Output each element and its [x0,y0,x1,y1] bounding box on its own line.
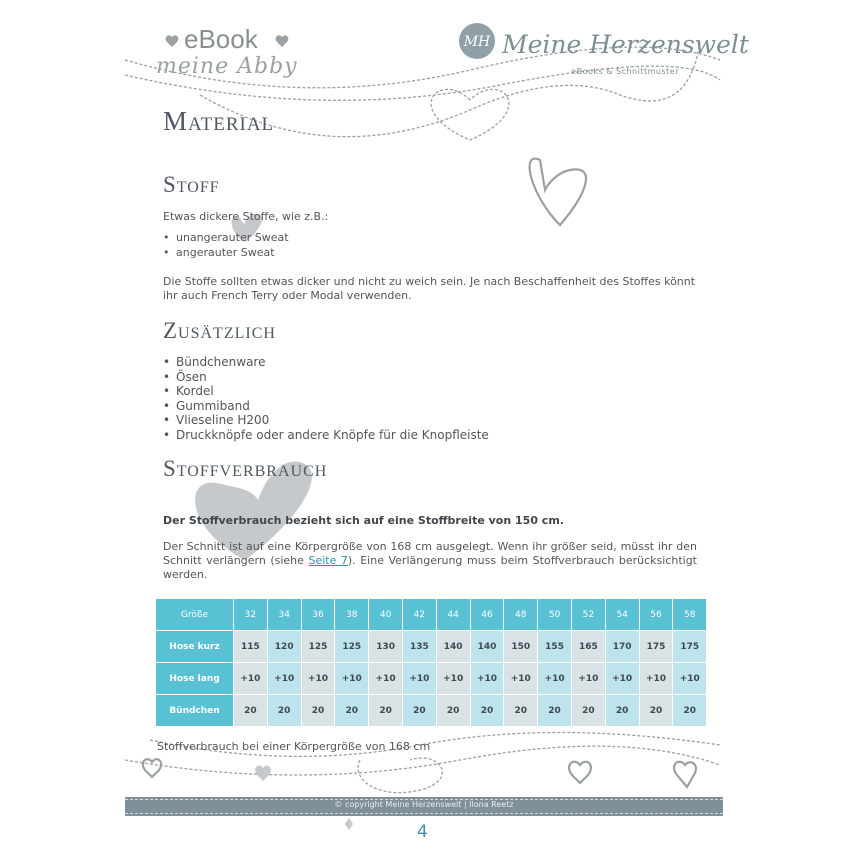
table-cell: 20 [335,695,369,727]
table-cell: 20 [301,695,335,727]
table-header-cell: 46 [470,599,504,631]
small-outline-heart-2-icon [674,762,696,787]
stoff-list [163,230,289,260]
ebook-heart-right-icon [276,35,289,47]
table-cell: +10 [639,663,673,695]
heading-stoff: Stoff [163,172,220,197]
table-cell: 130 [369,631,403,663]
table-cell: +10 [504,663,538,695]
list-item: • Bündchenware [163,355,489,370]
table-cell: 135 [402,631,436,663]
table-row [156,663,707,695]
list-item: • Vlieseline H200 [163,413,489,428]
table-header-cell: 52 [571,599,605,631]
table-header-cell: 38 [335,599,369,631]
table-cell: +10 [301,663,335,695]
table-cell: +10 [267,663,301,695]
verbrauch-paragraph [163,540,697,582]
heading-material: Material [163,106,275,136]
list-item: • Kordel [163,384,489,399]
brand-tagline: eBooks & Schnittmuster [571,67,679,76]
table-cell: 20 [538,695,572,727]
list-item: • Gummiband [163,399,489,414]
table-cell: 125 [335,631,369,663]
table-cell: 20 [571,695,605,727]
list-item: • unangerauter Sweat [163,230,289,245]
table-header-row [156,599,707,631]
size-table [155,598,707,727]
stoff-note: Die Stoffe sollten etwas dicker und nicht zu weich sein. Je nach Beschaffenheit des Stoffes könnt ihr auch French Terry oder Modal verwenden. [163,275,696,302]
heading-zusaetzlich: Zusätzlich [163,318,276,343]
table-cell: 115 [234,631,268,663]
table-cell: 120 [267,631,301,663]
tiny-grey-heart-icon [255,766,270,781]
small-outline-heart-icon [569,762,591,783]
table-cell: +10 [538,663,572,695]
small-outline-heart-3-icon [143,759,161,777]
table-cell: +10 [369,663,403,695]
stoffbreite-note: Der Stoffverbrauch bezieht sich auf eine Stoffbreite von 150 cm. [163,514,564,527]
table-header-cell: 32 [234,599,268,631]
ebook-heart-left-icon [166,35,179,47]
stitch-loop-bottom-icon [358,758,442,793]
table-cell: 140 [436,631,470,663]
table-cell: +10 [571,663,605,695]
table-header-cell: 42 [402,599,436,631]
table-header-cell: Größe [156,599,234,631]
table-row [156,631,707,663]
verbrauch-text-2: ). Eine Verlängerung muss beim Stoffverbrauch berücksichtigt werden. [163,554,697,581]
table-row-label: Hose kurz [156,631,234,663]
list-item: • Ösen [163,370,489,385]
table-cell: 155 [538,631,572,663]
stitch-heart-top-icon [431,89,509,140]
table-cell: 20 [402,695,436,727]
table-cell: +10 [234,663,268,695]
table-cell: 20 [470,695,504,727]
table-cell: 20 [673,695,707,727]
table-cell: 170 [605,631,639,663]
table-header-cell: 54 [605,599,639,631]
table-cell: 175 [639,631,673,663]
table-row [156,695,707,727]
table-cell: 20 [436,695,470,727]
heading-stoffverbrauch: Stoffverbrauch [163,456,328,481]
table-cell: 20 [369,695,403,727]
brand-name: Meine Herzenswelt [502,30,749,59]
tiny-diamond-heart-icon [345,818,353,830]
table-cell: 20 [234,695,268,727]
table-caption: Stoffverbrauch bei einer Körpergröße von 168 cm [157,740,431,753]
outline-heart-icon [530,159,586,225]
verbrauch-text-1: Der Schnitt ist auf eine Körpergröße von 168 cm ausgelegt. Wenn ihr größer seid, müsst ihr den Schnitt verlängern (siehe [163,540,697,567]
table-row-label: Bündchen [156,695,234,727]
list-item: • Druckknöpfe oder andere Knöpfe für die Knopfleiste [163,428,489,443]
table-cell: 20 [605,695,639,727]
table-header-cell: 34 [267,599,301,631]
table-cell: +10 [605,663,639,695]
table-header-cell: 40 [369,599,403,631]
table-header-cell: 48 [504,599,538,631]
table-cell: 150 [504,631,538,663]
table-cell: 165 [571,631,605,663]
table-cell: 125 [301,631,335,663]
table-cell: 175 [673,631,707,663]
ebook-title: eBook [184,24,258,54]
list-item: • angerauter Sweat [163,245,289,260]
table-header-cell: 58 [673,599,707,631]
table-header-cell: 56 [639,599,673,631]
table-cell: 20 [504,695,538,727]
table-header-cell: 36 [301,599,335,631]
brand-monogram: MH [463,34,491,50]
table-cell: +10 [673,663,707,695]
ebook-subtitle: meine Abby [156,54,298,79]
table-cell: +10 [402,663,436,695]
page-number: 4 [417,822,428,842]
brand-monogram-logo [459,23,495,59]
table-cell: 140 [470,631,504,663]
table-cell: +10 [436,663,470,695]
footer-bar [125,797,723,816]
table-row-label: Hose lang [156,663,234,695]
stoff-intro: Etwas dickere Stoffe, wie z.B.: [163,210,329,223]
zusaetzlich-list [163,355,489,442]
table-cell: 20 [639,695,673,727]
seite-7-link[interactable]: Seite 7 [308,554,348,567]
table-header-cell: 44 [436,599,470,631]
table-cell: 20 [267,695,301,727]
table-header-cell: 50 [538,599,572,631]
table-cell: +10 [335,663,369,695]
copyright-text: © copyright Meine Herzenswelt | Ilona Reetz [334,800,514,809]
table-cell: +10 [470,663,504,695]
footer-stitch-bottom [125,813,723,814]
